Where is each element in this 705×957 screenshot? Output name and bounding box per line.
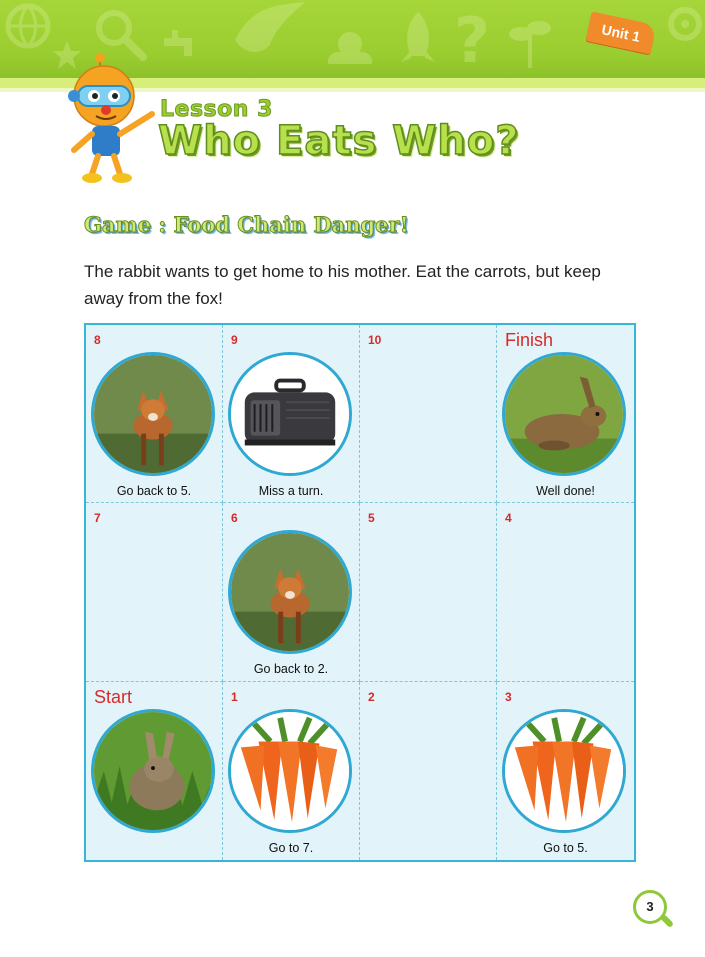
lesson-title: Who Eats Who? [158, 118, 520, 164]
cell-caption: Go to 7. [268, 840, 314, 855]
cell-number: 1 [231, 689, 238, 704]
cell-number: 9 [231, 333, 238, 347]
cell-number: 7 [94, 511, 101, 526]
game-heading: Game : Food Chain Danger! [84, 212, 409, 237]
board-cell-7 [86, 503, 223, 681]
page-number: 3 [633, 890, 667, 924]
globe-icon [4, 2, 52, 50]
svg-text:?: ? [454, 6, 490, 70]
cell-number: 4 [505, 511, 512, 526]
unit-tag: Unit 1 [586, 11, 657, 54]
cell-number: 8 [94, 333, 101, 347]
robot-mascot [62, 50, 162, 190]
bird-icon [230, 0, 310, 70]
board-cell-9 [223, 325, 360, 503]
board-cell-1 [223, 682, 360, 860]
cell-number: 2 [368, 689, 375, 704]
cell-caption: Go back to 5. [116, 484, 192, 498]
lesson-label: Lesson 3 [160, 97, 273, 122]
board-cell-10 [360, 325, 497, 503]
board-cell-5 [360, 503, 497, 681]
pet-carrier-picture [228, 352, 352, 476]
cell-caption: Go back to 2. [253, 662, 329, 677]
carrots-picture [228, 709, 352, 833]
fox-picture [91, 352, 215, 476]
board-cell-8 [86, 325, 223, 503]
gear-icon [665, 4, 705, 44]
cell-number: 10 [368, 333, 382, 347]
fox-picture [228, 530, 352, 654]
carrots-picture [502, 709, 626, 833]
cell-caption: Miss a turn. [258, 484, 324, 498]
game-board [84, 323, 636, 862]
cell-number: Start [94, 686, 133, 707]
board-cell-6 [223, 503, 360, 681]
hare-picture [502, 352, 626, 476]
rabbit-picture [91, 709, 215, 833]
board-cell-finish [497, 325, 634, 503]
rocket-icon [395, 10, 441, 66]
plant-icon [505, 14, 555, 70]
cell-number: Finish [505, 330, 554, 350]
board-cell-3 [497, 682, 634, 860]
cell-number: 5 [368, 511, 375, 526]
game-instructions: The rabbit wants to get home to his mother. Eat the carrots, but keep away from the fox! [84, 262, 601, 308]
board-cell-start [86, 682, 223, 860]
board-cell-4 [497, 503, 634, 681]
cell-number: 6 [231, 511, 238, 526]
sun-cloud-icon [320, 22, 380, 72]
board-cell-2 [360, 682, 497, 860]
faucet-icon [160, 26, 200, 66]
cell-caption: Go to 5. [543, 840, 588, 855]
cell-caption: Well done! [536, 484, 595, 498]
cell-number: 3 [505, 689, 512, 704]
question-mark-icon [450, 6, 494, 70]
